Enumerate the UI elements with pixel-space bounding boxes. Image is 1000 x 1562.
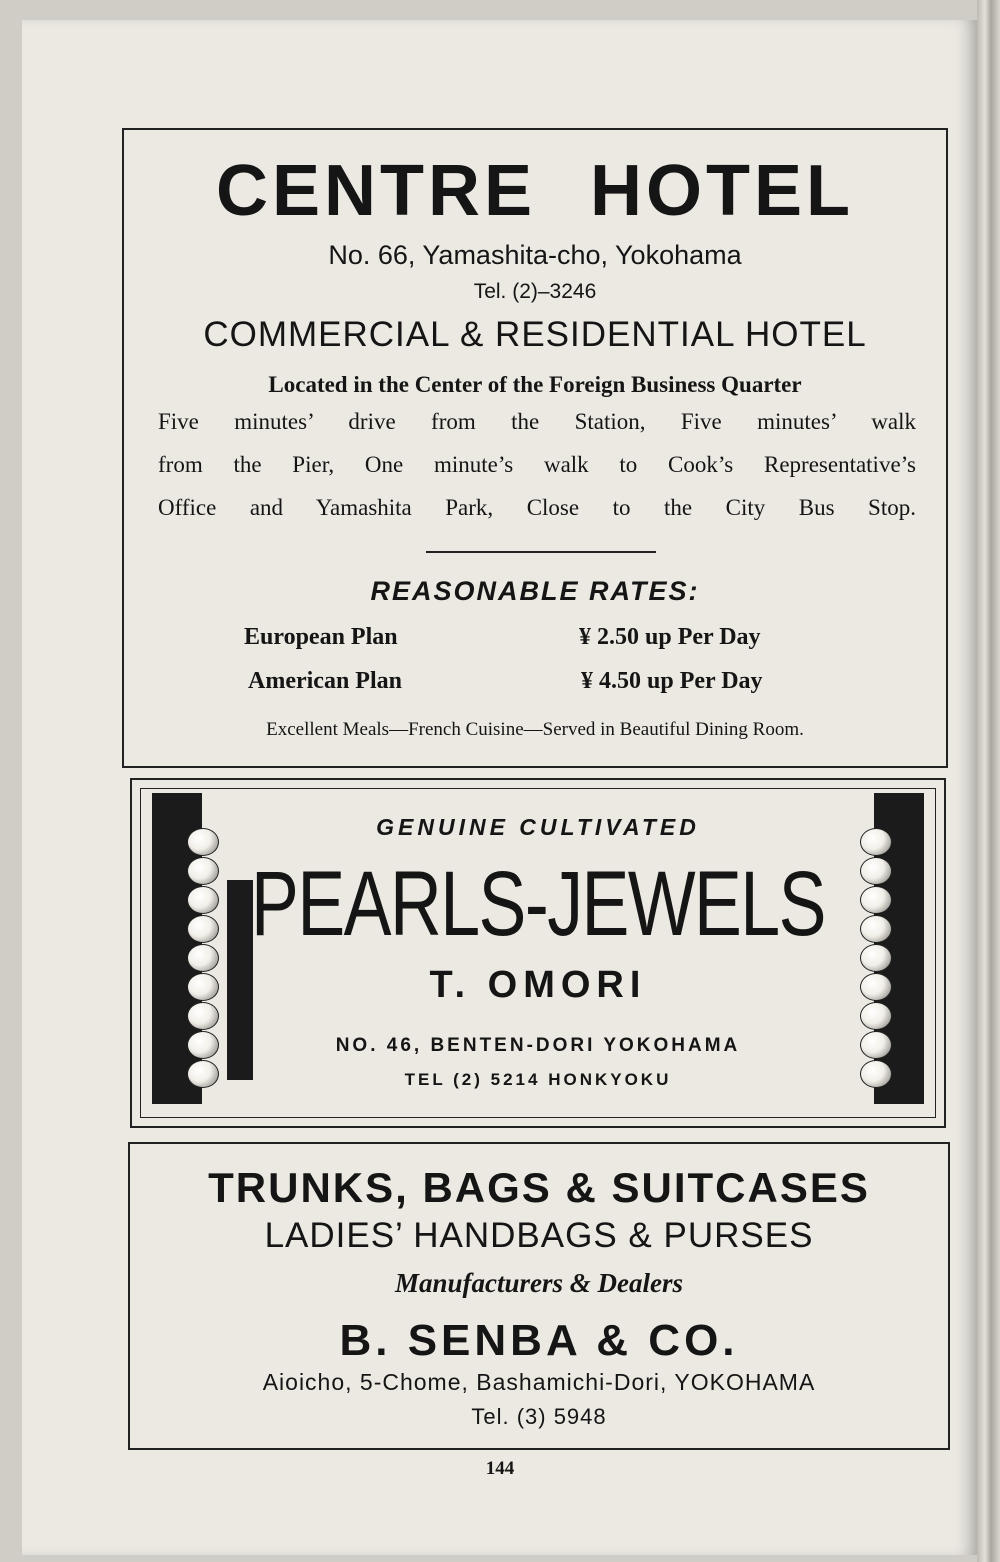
meals-note: Excellent Meals—French Cuisine—Served in Beautiful Dining Room. [266, 719, 804, 740]
senba-ad [128, 1142, 950, 1450]
description-line: Office and Yamashita Park, Close to the City Bus Stop. [158, 495, 916, 520]
hotel-type: COMMERCIAL & RESIDENTIAL HOTEL [203, 315, 867, 354]
hotel-location: Located in the Center of the Foreign Business Quarter [268, 372, 802, 397]
rate-price-american: ¥ 4.50 up Per Day [581, 668, 763, 694]
divider-rule [426, 551, 656, 553]
rate-plan-american: American Plan [248, 668, 402, 694]
hotel-description [158, 400, 916, 529]
jeweler-name: T. OMORI [429, 964, 647, 1006]
hotel-title: CENTRE HOTEL [215, 151, 854, 231]
hotel-telephone: Tel. (2)–3246 [473, 280, 597, 303]
senba-handbags-line: LADIES’ HANDBAGS & PURSES [264, 1216, 814, 1255]
rate-plan-european: European Plan [244, 624, 398, 650]
senba-products-line: TRUNKS, BAGS & SUITCASES [208, 1164, 870, 1211]
description-line: Five minutes’ drive from the Station, Five minutes’ walk [158, 409, 916, 434]
pearls-jewels-ad [130, 778, 946, 1128]
hotel-address: No. 66, Yamashita-cho, Yokohama [328, 240, 742, 270]
pearls-headline: PEARLS-JEWELS [251, 853, 825, 955]
senba-telephone: Tel. (3) 5948 [471, 1404, 607, 1429]
jeweler-address: NO. 46, BENTEN-DORI YOKOHAMA [335, 1035, 741, 1056]
senba-role-line: Manufacturers & Dealers [394, 1268, 684, 1298]
senba-company-name: B. SENBA & CO. [339, 1316, 739, 1365]
pearls-tagline: GENUINE CULTIVATED [376, 814, 700, 840]
page-number: 144 [485, 1458, 515, 1479]
senba-address: Aioicho, 5-Chome, Bashamichi-Dori, YOKOHAMA [262, 1369, 816, 1395]
centre-hotel-ad [122, 128, 948, 768]
description-line: from the Pier, One minute’s walk to Cook’s Representative’s [158, 452, 916, 477]
rate-price-european: ¥ 2.50 up Per Day [579, 624, 761, 650]
jeweler-telephone: TEL (2) 5214 HONKYOKU [404, 1070, 672, 1089]
adjacent-page-edge [977, 0, 1000, 1562]
rates-heading: REASONABLE RATES: [370, 576, 700, 606]
